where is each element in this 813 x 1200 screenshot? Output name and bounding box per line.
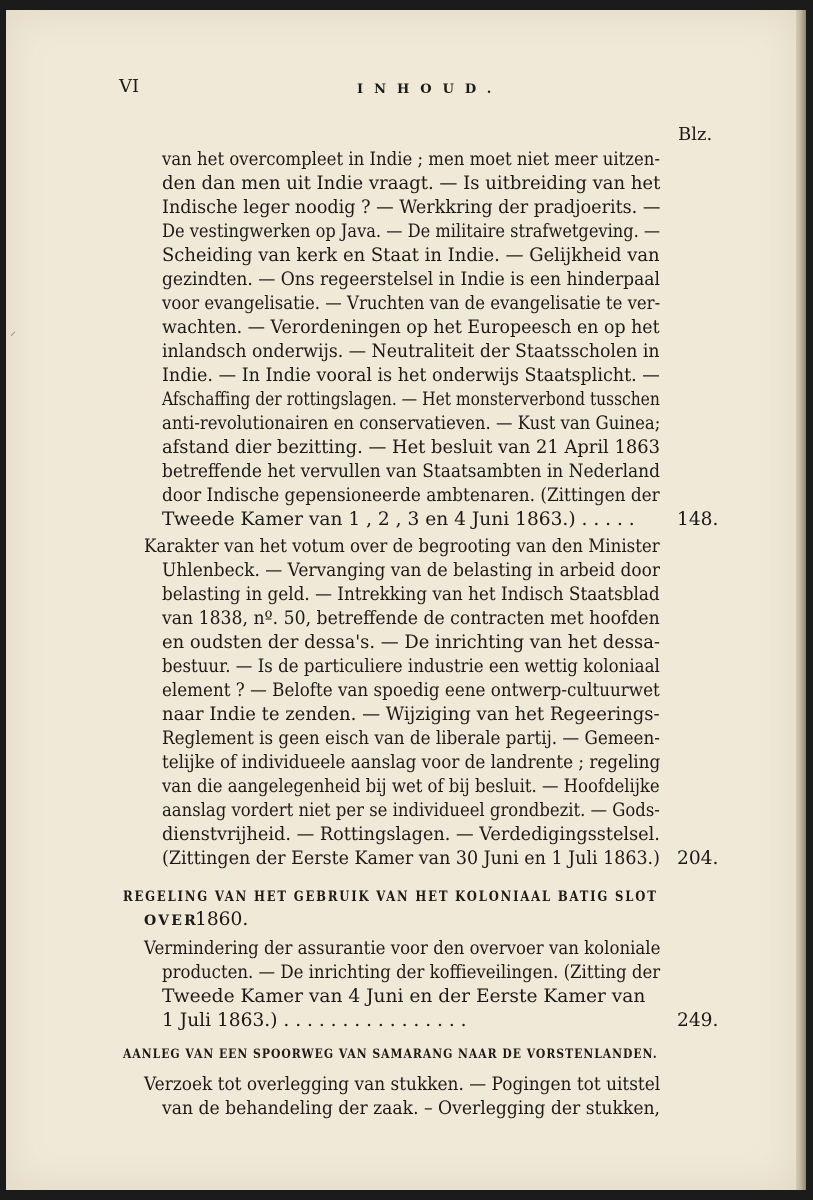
entry-line: Uhlenbeck. — Vervanging van de belasting in arbeid door	[162, 560, 660, 581]
entry-line: telijke of individueele aanslag voor de landrente ; regeling	[162, 752, 661, 773]
entry-line: Reglement is geen eisch van de liberale partij. — Gemeen-	[162, 728, 660, 749]
entry-line: bestuur. — Is de particuliere industrie een wettig koloniaal	[162, 656, 660, 677]
entry-line: anti-revolutionairen en conservatieven. — Kust van Guinea;	[162, 413, 661, 434]
page-title: INHOUD.	[357, 82, 503, 97]
entry-line: dienstvrijheid. — Rottingslagen. — Verdedigingsstelsel.	[162, 824, 660, 845]
entry-line: en oudsten der dessa's. — De inrichting van het dessa-	[162, 632, 660, 653]
entry-line: inlandsch onderwijs. — Neutraliteit der Staatsscholen in	[162, 341, 660, 362]
entry-line: Indie. — In Indie vooral is het onderwijs Staatsplicht. —	[162, 365, 660, 386]
entry-line: naar Indie te zenden. — Wijziging van het Regeerings-	[162, 704, 660, 725]
column-label-blz: Blz.	[678, 124, 713, 145]
entry-line: voor evangelisatie. — Vruchten van de evangelisatie te ver-	[162, 293, 661, 314]
entry-line: Scheiding van kerk en Staat in Indie. — Gelijkheid van	[162, 245, 660, 266]
entry-line: van 1838, nº. 50, betreffende de contracten met hoofden	[162, 608, 660, 629]
entry-first-line: Karakter van het votum over de begrooting van den Minister	[144, 536, 660, 557]
page-edge	[796, 10, 806, 1190]
entry-line: Tweede Kamer van 4 Juni en der Eerste Kamer van	[162, 986, 646, 1007]
entry-first-line: Vermindering der assurantie voor den overvoer van koloniale	[144, 938, 661, 959]
entry-line: betreffende het vervullen van Staatsambten in Nederland	[162, 461, 660, 482]
entry-line: wachten. — Verordeningen op het Europeesch en op het	[162, 317, 660, 338]
entry-line: element ? — Belofte van spoedig eene ontwerp-cultuurwet	[162, 680, 660, 701]
entry-line: den dan men uit Indie vraagt. — Is uitbreiding van het	[162, 173, 661, 194]
entry-line: Tweede Kamer van 1 , 2 , 3 en 4 Juni 1863.) . . . . .	[162, 509, 635, 530]
entry-line: belasting in geld. — Intrekking van het Indisch Staatsblad	[162, 584, 660, 605]
section-heading-continuation: OVER	[144, 913, 198, 929]
section-heading: REGELING VAN HET GEBRUIK VAN HET KOLONIAAL BATIG SLOT	[123, 889, 658, 905]
entry-line: Afschaffing der rottingslagen. — Het monsterverbond tusschen	[162, 389, 660, 410]
entry-line: (Zittingen der Eerste Kamer van 30 Juni en 1 Juli 1863.)	[162, 848, 660, 869]
entry-line: afstand dier bezitting. — Het besluit van 21 April 1863	[162, 437, 660, 458]
entry-page-number: 148.	[677, 509, 719, 530]
entry-first-line: Verzoek tot overlegging van stukken. — Pogingen tot uitstel	[144, 1074, 661, 1095]
entry-line: door Indische gepensioneerde ambtenaren. (Zittingen der	[162, 485, 660, 506]
entry-line: De vestingwerken op Java. — De militaire strafwetgeving. —	[162, 221, 661, 242]
entry-page-number: 204.	[677, 848, 719, 869]
entry-page-number: 249.	[677, 1010, 719, 1031]
entry-line: van het overcompleet in Indie ; men moet niet meer uitzen-	[162, 149, 660, 170]
margin-mark: ⸝	[10, 324, 17, 338]
section-heading: AANLEG VAN EEN SPOORWEG VAN SAMARANG NAAR DE VORSTENLANDEN.	[123, 1047, 658, 1062]
entry-line: van die aangelegenheid bij wet of bij besluit. — Hoofdelijke	[162, 776, 660, 797]
entry-line: 1 Juli 1863.) . . . . . . . . . . . . . . . .	[162, 1010, 467, 1031]
entry-line: van de behandeling der zaak. – Overlegging der stukken,	[162, 1098, 661, 1119]
section-heading-year: 1860.	[195, 909, 249, 930]
entry-line: aanslag vordert niet per se individueel grondbezit. — Gods-	[162, 800, 660, 821]
page-number: VI	[119, 76, 140, 97]
entry-line: producten. — De inrichting der koffieveilingen. (Zitting der	[162, 962, 661, 983]
entry-line: Indische leger noodig ? — Werkkring der pradjoerits. —	[162, 197, 661, 218]
entry-line: gezindten. — Ons regeerstelsel in Indie is een hinderpaal	[162, 269, 660, 290]
